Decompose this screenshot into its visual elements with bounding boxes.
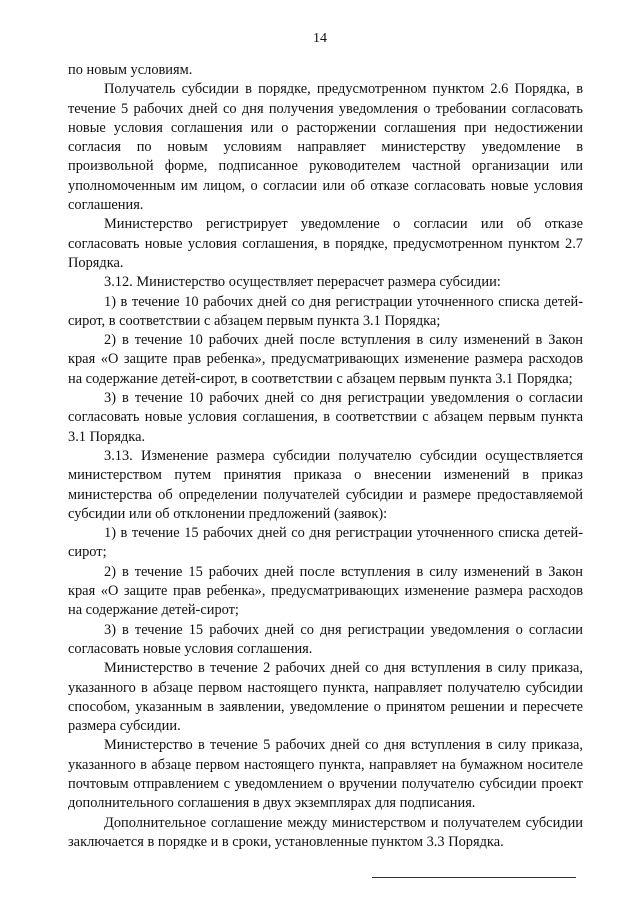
page-number: 14 [313,31,327,46]
paragraph-3-12-heading: 3.12. Министерство осуществляет перерасчет размера субсидии: [104,274,501,291]
paragraph-3-12-item-3: 3) в течение 10 рабочих дней со дня регистрации уведомления о согласии согласовать новые условия соглашения, в соответствии с абзацем первым пункта 3.1 Порядка. [68,390,583,445]
paragraph-ministry-2-days: Министерство в течение 2 рабочих дней со дня вступления в силу приказа, указанного в абзаце первом настоящего пункта, направляет получателю субсидии способом, указанным в заявлении, уведомление о принятом решении и пересчете размера субсидии. [68,660,583,735]
paragraph-additional-agreement: Дополнительное соглашение между министерством и получателем субсидии заключается в порядке и в сроки, установленные пунктом 3.3 Порядка. [68,814,583,850]
paragraph-ministry-registers: Министерство регистрирует уведомление о согласии или об отказе согласовать новые условия соглашения, в порядке, предусмотренном пунктом 2.7 Порядка. [68,216,583,271]
paragraph-3-13-heading: 3.13. Изменение размера субсидии получателю субсидии осуществляется министерством путем принятия приказа о внесении изменений в приказ министерства об определении получателей субсидии и размере предоставляемой субсидии или об отклонении предложений (заявок): [68,447,583,522]
paragraph-3-12-item-2: 2) в течение 10 рабочих дней после вступления в силу изменений в Закон края «О защите прав ребенка», предусматривающих изменение размера расходов на содержание детей-сирот, в соответствии с абзацем первым пункта 3.1 Порядка; [68,332,583,387]
paragraph-ministry-5-days: Министерство в течение 5 рабочих дней со дня вступления в силу приказа, указанного в абзаце первом настоящего пункта, направляет на бумажном носителе почтовым отправлением с уведомлением о вручении получателю субсидии проект дополнительного соглашения в двух экземплярах для подписания. [68,737,583,812]
paragraph-3-12-item-1: 1) в течение 10 рабочих дней со дня регистрации уточненного списка детей-сирот, в соответствии с абзацем первым пункта 3.1 Порядка; [68,293,583,329]
paragraph-3-13-item-3: 3) в течение 15 рабочих дней со дня регистрации уведомления о согласии согласовать новые условия соглашения. [68,621,583,657]
document-body [68,61,583,852]
paragraph-3-13-item-1: 1) в течение 15 рабочих дней со дня регистрации уточненного списка детей-сирот; [68,525,583,561]
paragraph-continuation: по новым условиям. [68,62,193,78]
footer-rule [372,877,576,878]
paragraph-3-13-item-2: 2) в течение 15 рабочих дней после вступления в силу изменений в Закон края «О защите прав ребенка», предусматривающих изменение размера расходов на содержание детей-сирот; [68,563,583,619]
paragraph-recipient-notification: Получатель субсидии в порядке, предусмотренном пунктом 2.6 Порядка, в течение 5 рабочих дней со дня получения уведомления о требовании согласовать новые условия соглашения или о расторжении соглашения при недостижении согласия по новым условиям направляет министерству уведомление в произвольной форме, подписанное руководителем частной организации или уполномоченным им лицом, о согласии или об отказе согласовать новые условия соглашения. [68,81,583,214]
